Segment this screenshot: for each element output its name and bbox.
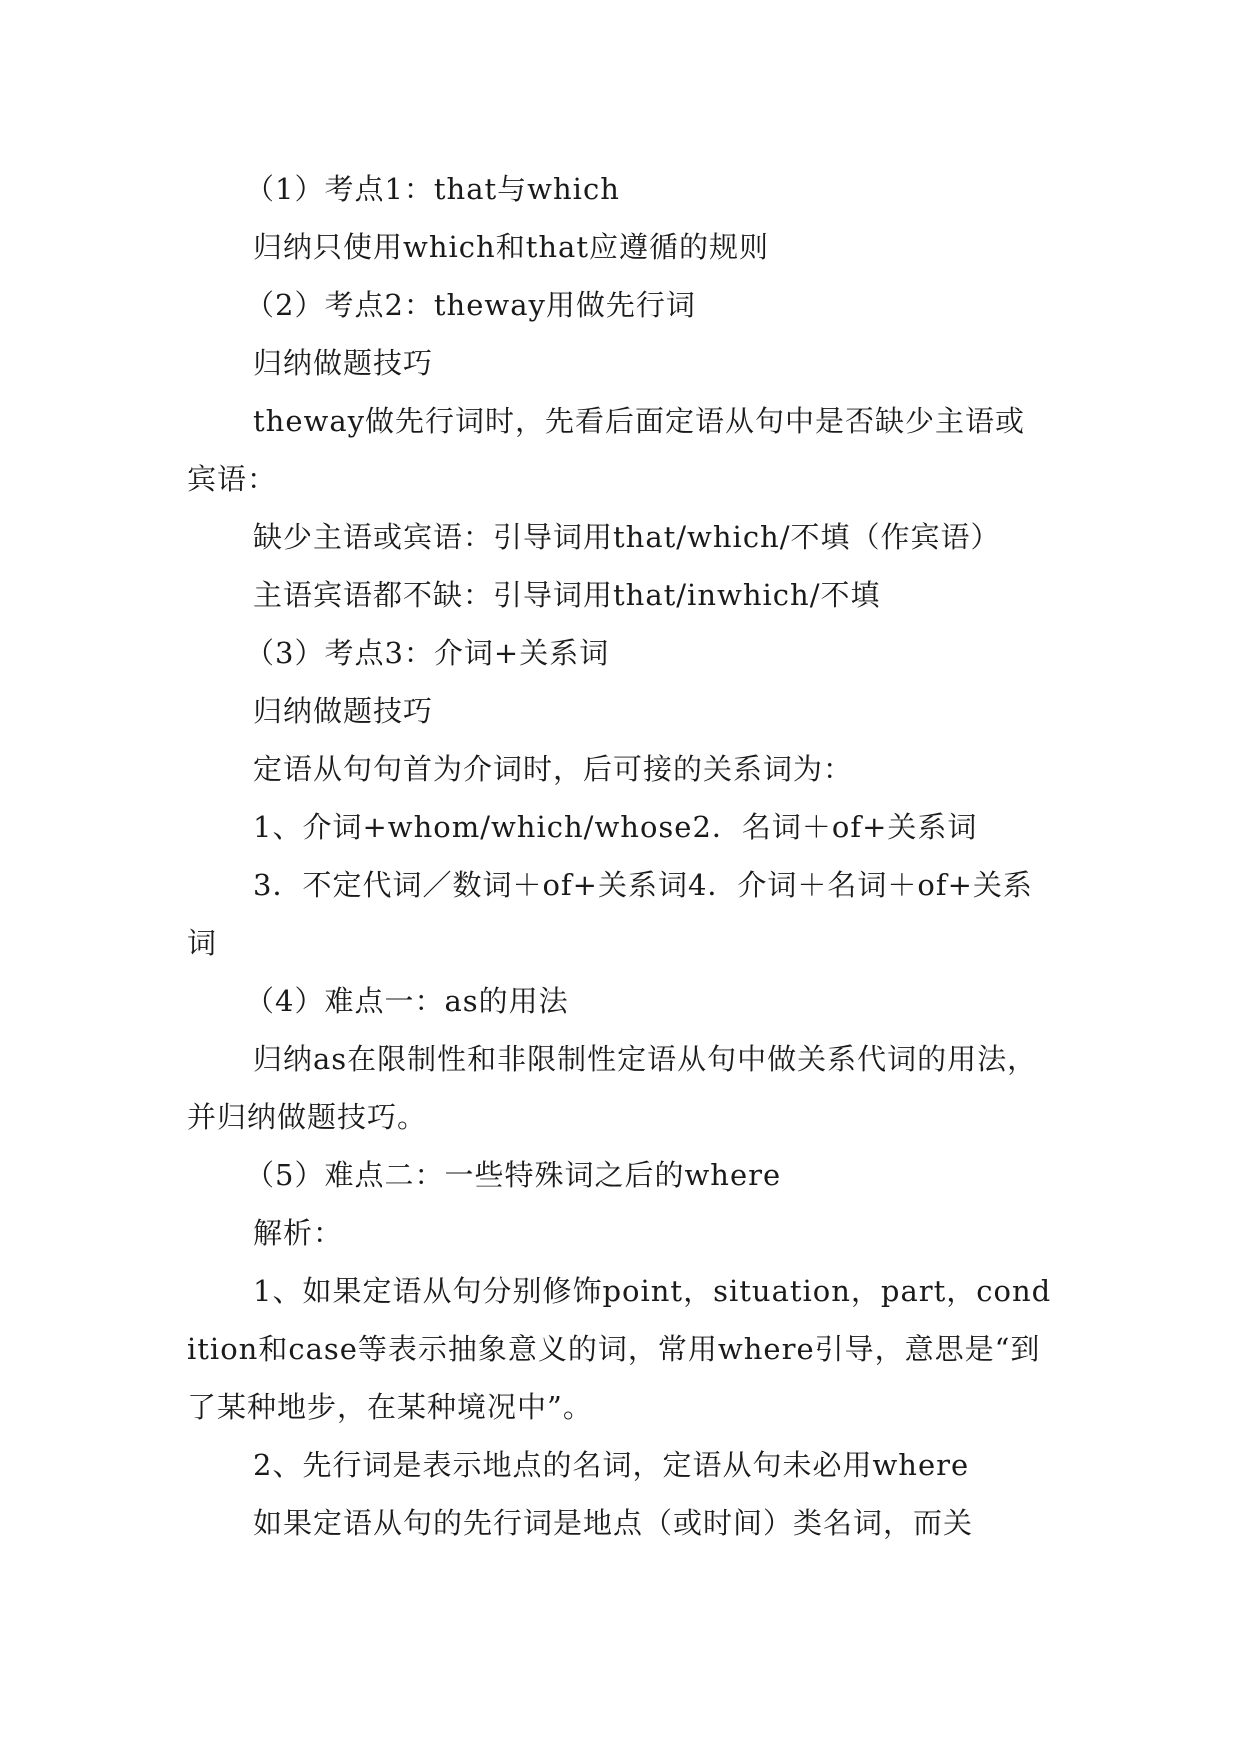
paragraph-point-2-tips: theway做先行词时，先看后面定语从句中是否缺少主语或宾语： xyxy=(187,404,1025,496)
paragraph-point-1-summary: 归纳只使用which和that应遵循的规则 xyxy=(253,230,769,264)
paragraph-analysis-2: 2、先行词是表示地点的名词，定语从句未必用where xyxy=(253,1448,970,1482)
paragraph-analysis-3: 如果定语从句的先行词是地点（或时间）类名词，而关 xyxy=(253,1506,974,1540)
paragraph-analysis-label: 解析： xyxy=(253,1216,344,1250)
paragraph-analysis-1: 1、如果定语从句分别修饰point，situation，part，condition和case等表示抽象意义的词，常用where引导，意思是“到了某种地步，在某种境况中”。 xyxy=(187,1274,1052,1424)
paragraph-point-2-heading: （2）考点2：theway用做先行词 xyxy=(245,288,696,322)
paragraph-point-3-tips-label: 归纳做题技巧 xyxy=(253,694,434,728)
document-body xyxy=(187,160,1054,1552)
paragraph-point-3-rule-1-2: 1、介词+whom/which/whose2．名词＋of+关系词 xyxy=(253,810,978,844)
paragraph-point-2-case-a: 缺少主语或宾语：引导词用that/which/不填（作宾语） xyxy=(253,520,1001,554)
paragraph-point-2-tips-label: 归纳做题技巧 xyxy=(253,346,434,380)
paragraph-difficulty-1-heading: （4）难点一：as的用法 xyxy=(245,984,569,1018)
paragraph-point-3-intro: 定语从句句首为介词时，后可接的关系词为： xyxy=(253,752,854,786)
paragraph-point-3-heading: （3）考点3：介词+关系词 xyxy=(245,636,610,670)
paragraph-point-2-case-b: 主语宾语都不缺：引导词用that/inwhich/不填 xyxy=(253,578,881,612)
paragraph-point-1-heading: （1）考点1：that与which xyxy=(245,172,620,206)
paragraph-difficulty-1-summary: 归纳as在限制性和非限制性定语从句中做关系代词的用法，并归纳做题技巧。 xyxy=(187,1042,1038,1134)
paragraph-difficulty-2-heading: （5）难点二：一些特殊词之后的where xyxy=(245,1158,782,1192)
paragraph-point-3-rule-3-4: 3．不定代词／数词＋of+关系词4．介词＋名词＋of+关系词 xyxy=(187,868,1033,960)
